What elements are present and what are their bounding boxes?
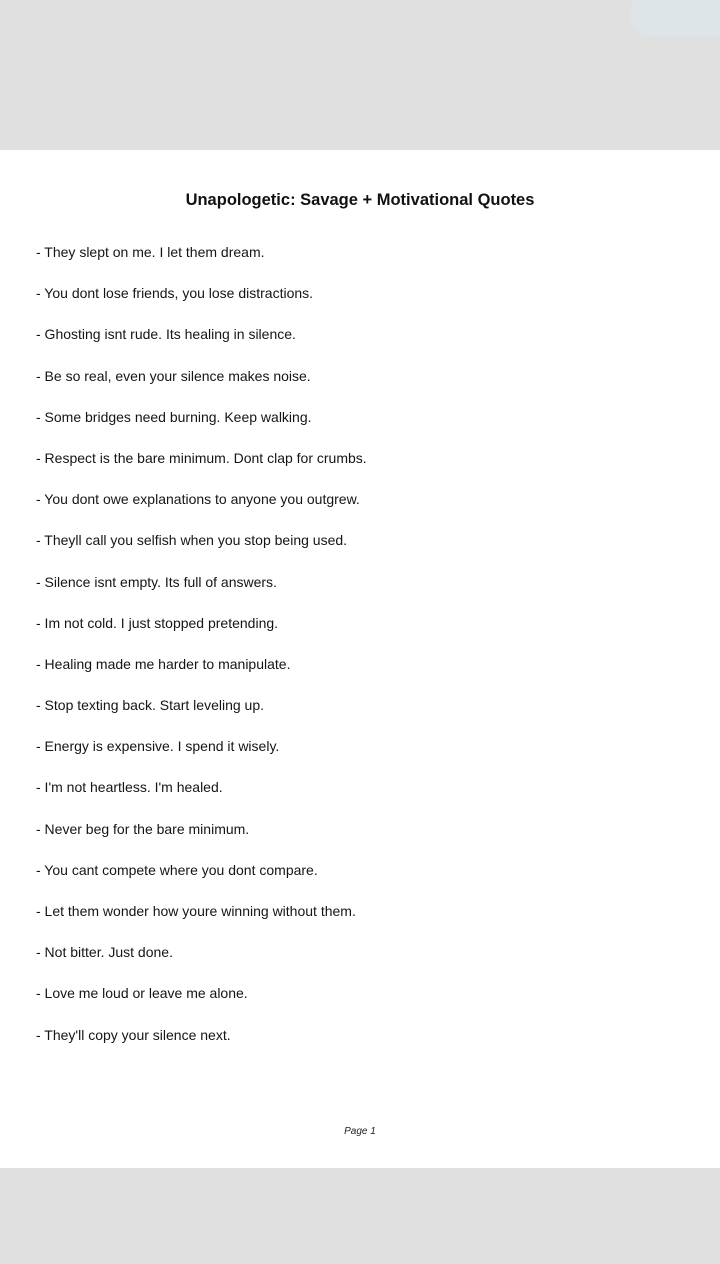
quote-item: - Not bitter. Just done. bbox=[36, 944, 173, 961]
quote-item: - Let them wonder how youre winning without them. bbox=[36, 903, 356, 919]
quote-item: - Ghosting isnt rude. Its healing in silence. bbox=[36, 326, 296, 343]
quote-item: - Stop texting back. Start leveling up. bbox=[36, 697, 265, 714]
quote-item: - Healing made me harder to manipulate. bbox=[36, 655, 291, 672]
quote-item: - Respect is the bare minimum. Dont clap for crumbs. bbox=[36, 449, 367, 466]
top-overlay-pill bbox=[630, 0, 720, 36]
document-title: Unapologetic: Savage + Motivational Quotes bbox=[185, 191, 535, 209]
quote-item: - They'll copy your silence next. bbox=[36, 1026, 231, 1043]
quote-item: - They slept on me. I let them dream. bbox=[36, 244, 265, 260]
document-page[interactable] bbox=[0, 150, 720, 1168]
quote-item: - Im not cold. I just stopped pretending. bbox=[36, 614, 279, 631]
quote-item: - Energy is expensive. I spend it wisely. bbox=[36, 738, 280, 755]
quote-item: - Love me loud or leave me alone. bbox=[36, 985, 248, 1002]
quote-item: - Theyll call you selfish when you stop being used. bbox=[36, 532, 348, 549]
quote-item: - Be so real, even your silence makes noise. bbox=[36, 367, 311, 384]
quote-item: - You dont lose friends, you lose distractions. bbox=[36, 285, 314, 302]
quote-item: - Silence isnt empty. Its full of answers. bbox=[36, 573, 277, 590]
quote-list bbox=[36, 243, 367, 1067]
quote-item: - You cant compete where you dont compare. bbox=[36, 861, 318, 878]
quote-item: - You dont owe explanations to anyone you outgrew. bbox=[36, 491, 360, 508]
quote-item: - Never beg for the bare minimum. bbox=[36, 820, 250, 837]
quote-item: - I'm not heartless. I'm healed. bbox=[36, 779, 223, 796]
page-number: Page 1 bbox=[344, 1126, 376, 1137]
quote-item: - Some bridges need burning. Keep walking. bbox=[36, 408, 312, 425]
